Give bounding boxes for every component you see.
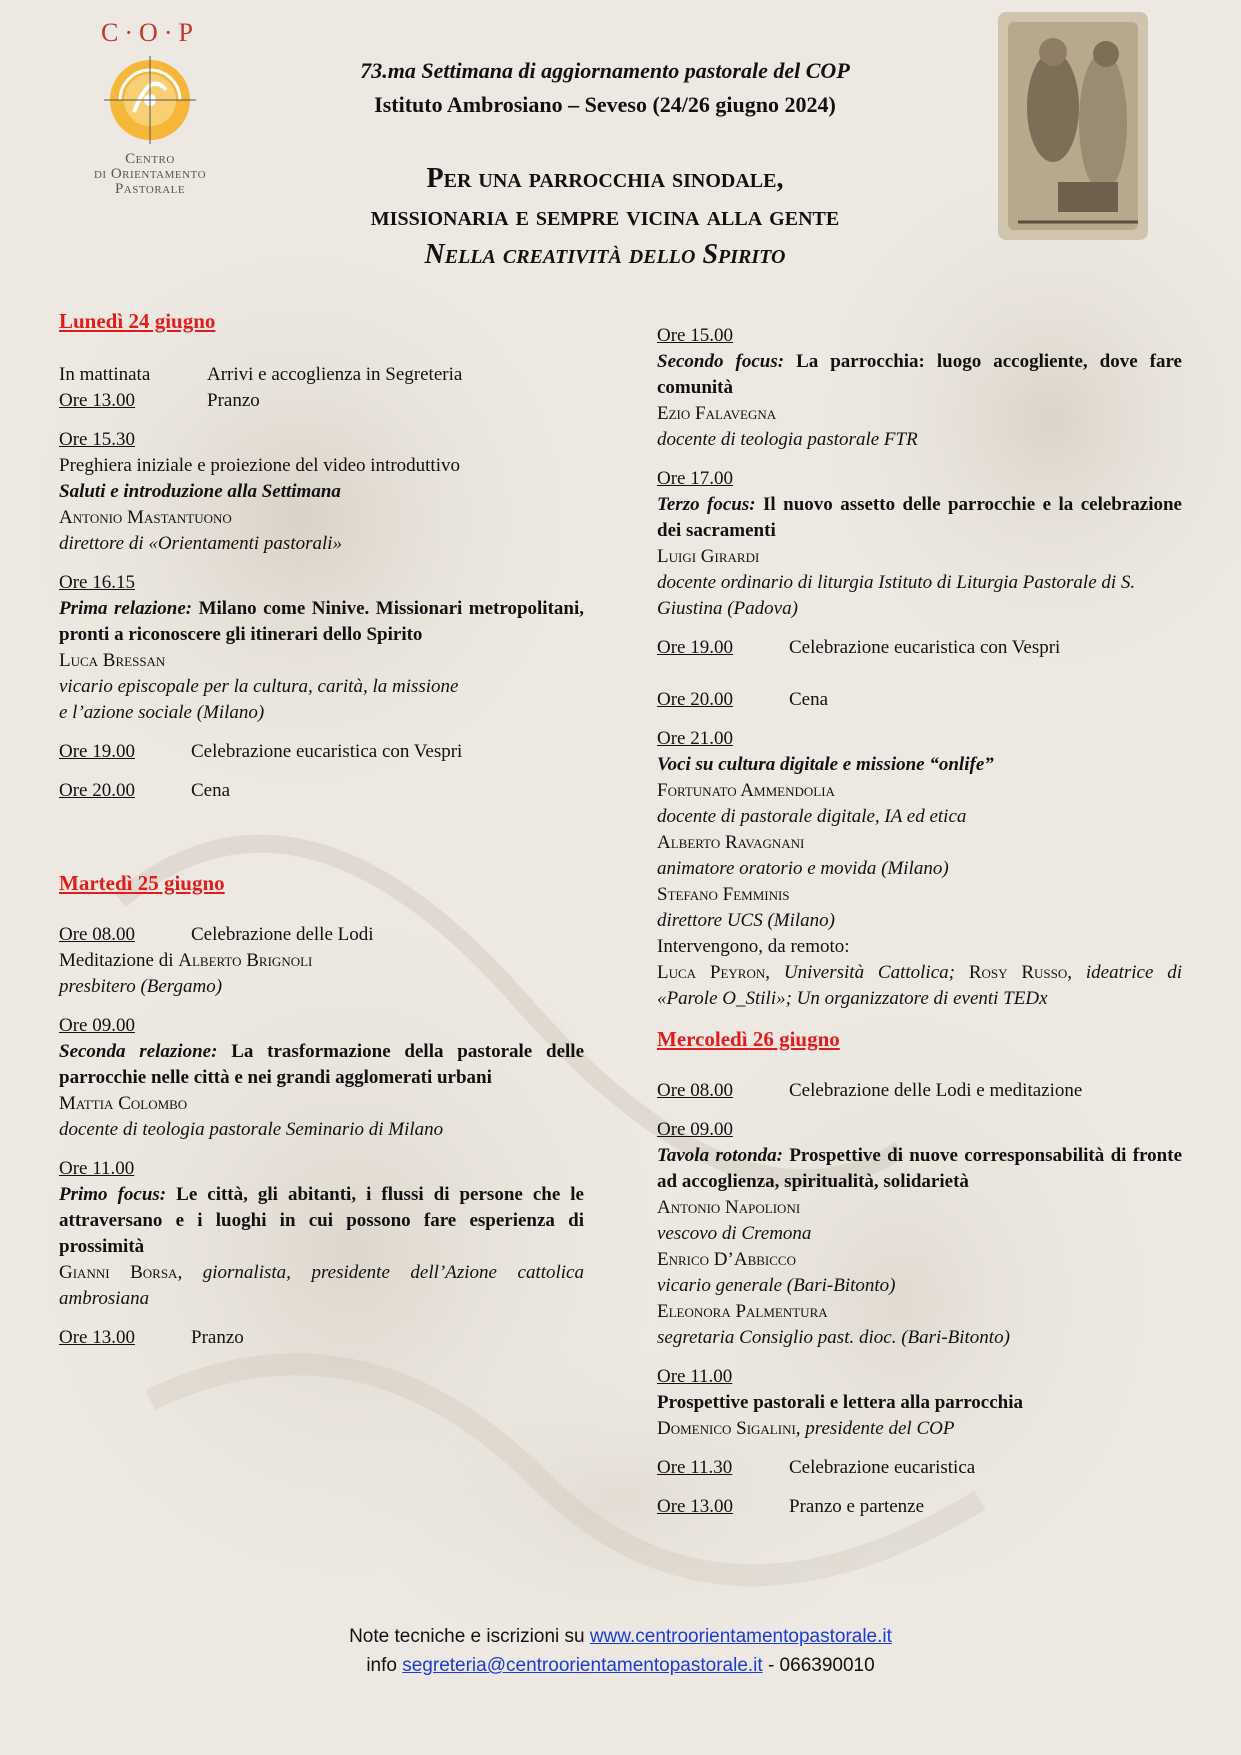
speaker-name: Antonio Mastantuono [59,507,232,528]
session-block: Ore 09.00 Seconda relazione: La trasformazione della pastorale delle parrocchie nelle città e nei grandi agglomerati urbani Mattia Colombo docente di teologia pastorale Seminario di Milano [59,1015,584,1140]
day-heading-wednesday: Mercoledì 26 giugno [657,1027,840,1051]
phone-number: - 066390010 [762,1655,875,1676]
speaker-name: Luca Bressan [59,650,166,671]
speaker-name: Enrico D’Abbicco [657,1249,796,1270]
speaker-name: Domenico Sigalini [657,1418,796,1439]
logo-emblem-icon [90,50,210,148]
speaker-name: Gianni Borsa [59,1262,178,1283]
schedule-row: Ore 19.00 Celebrazione eucaristica con Vespri [59,741,463,762]
day-heading-tuesday: Martedì 25 giugno [59,871,225,895]
speaker-name: Rosy Russo [968,962,1068,983]
logo-letters: C·O·P [101,18,199,47]
schedule-row: Ore 11.30 Celebrazione eucaristica [657,1457,976,1478]
event-subtitle: 73.ma Settimana di aggiornamento pastorale del COP [360,58,850,83]
footer-line-website: Note tecniche e iscrizioni su www.centroorientamentopastorale.it [349,1626,892,1647]
speaker-name: Luigi Girardi [657,546,760,567]
speaker-name: Ezio Falavegna [657,403,777,424]
session-block: Ore 11.00 Prospettive pastorali e lettera alla parrocchia Domenico Sigalini, presidente del COP [657,1366,1024,1439]
schedule-row: In mattinata Arrivi e accoglienza in Segreteria [59,364,463,385]
schedule-row: Ore 13.00 Pranzo e partenze [657,1496,925,1517]
schedule-row: Ore 08.00 Celebrazione delle Lodi [59,924,374,945]
schedule-row: Ore 08.00 Celebrazione delle Lodi e meditazione [657,1080,1083,1101]
session-block: Ore 15.30 Preghiera iniziale e proiezione del video introduttivo Saluti e introduzione alla Settimana Antonio Mastantuono direttore di «Orientamenti pastorali» [59,427,584,557]
session-block: Ore 17.00 Terzo focus: Il nuovo assetto delle parrocchie e la celebrazione dei sacramenti Luigi Girardi docente ordinario di liturgia Istituto di Liturgia Pastorale di S. Giustina (Padova) [657,468,1182,619]
schedule-row: Ore 19.00 Celebrazione eucaristica con Vespri [657,637,1061,658]
logo-org-name: Centro di Orientamento Pastorale [93,151,207,197]
schedule-row: Ore 20.00 Cena [657,689,829,710]
speaker-name: Luca Peyron [657,962,766,983]
schedule-row: Ore 13.00 Pranzo [59,390,260,411]
speaker-name: Alberto Brignoli [178,950,313,971]
session-block: Ore 09.00 Tavola rotonda: Prospettive di nuove corresponsabilità di fronte ad accoglienza, spiritualità, solidarietà Antonio Napolioni vescovo di Cremona Enrico D’Abbicco vicario generale (Bari-Bitonto) Eleonora Palmentura segretaria Consiglio past. dioc. (Bari-Bitonto) [657,1119,1183,1348]
speaker-name: Fortunato Ammendolia [657,780,835,801]
right-column [657,323,1182,1520]
session-block: Ore 16.15 Prima relazione: Milano come Ninive. Missionari metropolitani, pronti a riconoscere gli itinerari dello Spirito Luca Bressan vicario episcopale per la cultura, carità, la missione e l’azione sociale (Milano) [59,572,584,723]
website-link[interactable]: www.centroorientamentopastorale.it [589,1626,892,1647]
day-heading-monday: Lunedì 24 giugno [59,309,216,333]
session-block: Ore 15.00 Secondo focus: La parrocchia: luogo accogliente, dove fare comunità Ezio Falavegna docente di teologia pastorale FTR [657,325,1182,450]
speaker-name: Eleonora Palmentura [657,1301,828,1322]
left-column: Lunedì 24 giugno In mattinata Arrivi e accoglienza in Segreteria Ore 13.00 Pranzo Ore 15.30 Preghiera iniziale e proiezione del video introduttivo Saluti e introduzione alla Settimana Antonio Mastantuono direttore di «Orientamenti pastorali» Ore 16.15 Prima relazione: Milano come Ninive. Missionari metropolitani, pronti a riconoscere gli itinerari dello Spirito Luca Bressan vicario episcopale per la cultura, carità, la missione e l’azione sociale (Milano) Ore 19.00 Celebrazione eucaristica con Vespri Ore 20.00 Cena Martedì 25 giugno Ore 08.00 Celebrazione delle Lodi Meditazione di Alberto Brignoli presbitero (Bergamo) Ore 09.00 Seconda relazione: La trasformazione della pastorale delle parrocchie nelle città e nei grandi agglomerati urbani Mattia Colombo docente di teologia pastorale Seminario di Milano Ore 11.00 Primo focus: Le città, gli abitanti, i flussi di persone che le attraversano e i luoghi in cui possono fare esperienza di prossimità Gianni Borsa, giornalista, presidente dell’Azione cattolica ambrosiana Ore 13.00 Pranzo [59,308,584,1351]
session-block: Ore 11.00 Primo focus: Le città, gli abitanti, i flussi di persone che le attraversano e i luoghi in cui possono fare esperienza di prossimità Gianni Borsa, giornalista, presidente dell’Azione cattolica ambrosiana [59,1158,584,1309]
speaker-name: Stefano Femminis [657,884,790,905]
baptism-etching-image [998,12,1148,240]
speaker-name: Alberto Ravagnani [657,832,805,853]
event-venue: Istituto Ambrosiano – Seveso (24/26 giugno 2024) [374,92,836,117]
speaker-name: Antonio Napolioni [657,1197,801,1218]
schedule-row: Ore 20.00 Cena [59,780,231,801]
cop-logo [80,18,220,197]
email-link[interactable]: segreteria@centroorientamentopastorale.it [402,1655,763,1676]
session-block: Ore 21.00 Voci su cultura digitale e missione “onlife” Fortunato Ammendolia docente di pastorale digitale, IA ed etica Alberto Ravagnani animatore oratorio e movida (Milano) Stefano Femminis direttore UCS (Milano) Intervengono, da remoto: Luca Peyron, Università Cattolica; Rosy Russo, ideatrice di «Parole O_Stili»; Un organizzatore di eventi TEDx [657,728,1183,1009]
speaker-name: Mattia Colombo [59,1093,188,1114]
footer-line-contact: info segreteria@centroorientamentopastorale.it - 066390010 [366,1655,875,1676]
page-title: Per una parrocchia sinodale, missionaria e sempre vicina alla gente Nella creatività dello Spirito [370,163,840,270]
schedule-row: Ore 13.00 Pranzo [59,1327,244,1348]
